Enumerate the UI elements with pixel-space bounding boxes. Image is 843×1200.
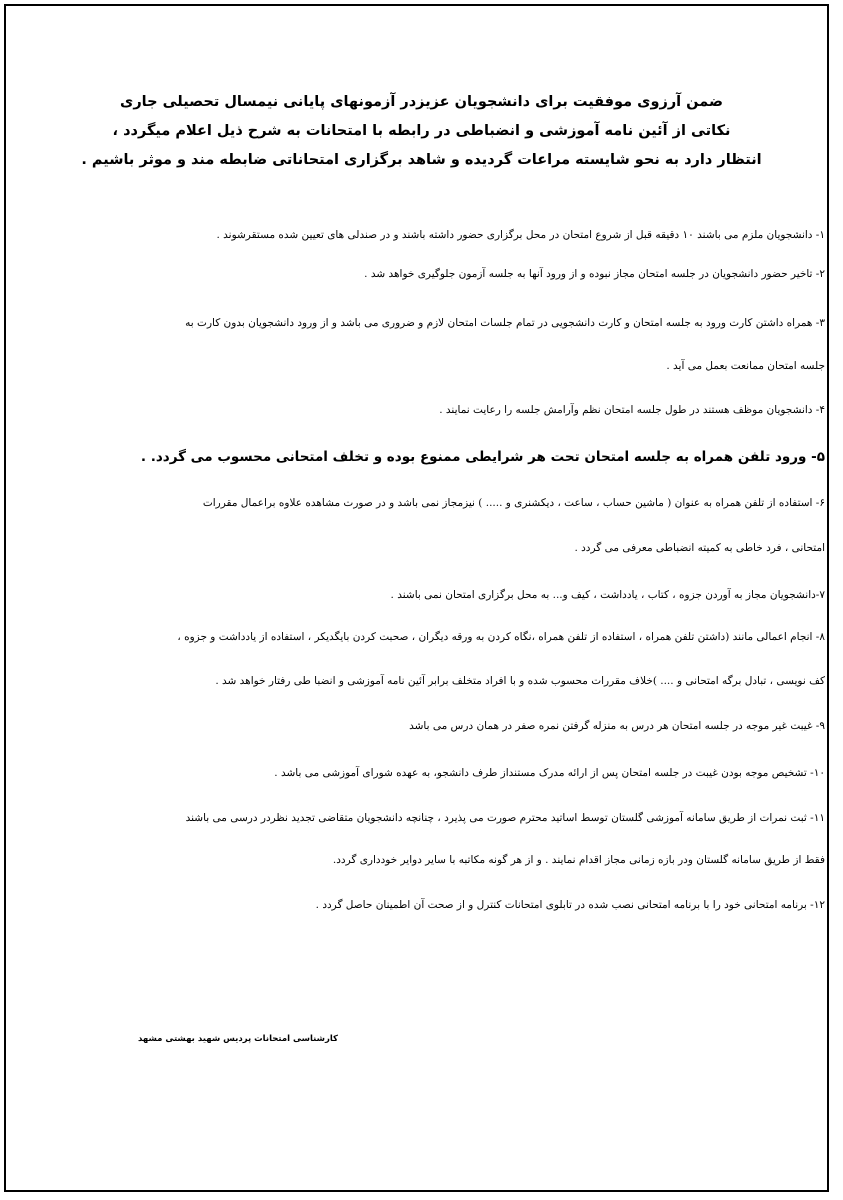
rule-5: ۵- ورود تلفن همراه به جلسه امتحان تحت هر شرایطی ممنوع بوده و تخلف امتحانی محسوب می گردد. . bbox=[140, 449, 825, 465]
rule-12: ۱۲- برنامه امتحانی خود را با برنامه امتحانی نصب شده در تابلوی امتحانات کنترل و از صحت آن اطمینان حاصل گردد . bbox=[315, 899, 825, 911]
signature-line: کارشناسی امتحانات پردیس شهید بهشتی مشهد bbox=[137, 1034, 338, 1044]
rule-8-line-1: ۸- انجام اعمالی مانند (داشتن تلفن همراه ، استفاده از تلفن همراه ،نگاه کردن به ورقه دیگران ، صحبت کردن بایگدیکر ، استفاده از یادداشت و جزوه ، bbox=[177, 631, 825, 643]
rule-9: ۹- غیبت غیر موجه در جلسه امتحان هر درس به منزله گرفتن نمره صفر در همان درس می باشد bbox=[409, 720, 825, 732]
rule-11-line-2: فقط از طریق سامانه گلستان ودر بازه زمانی مجاز اقدام نمایند . و از هر گونه مکاتبه با سایر دوایر خودداری گردد. bbox=[332, 854, 825, 866]
rule-10: ۱۰- تشخیص موجه بودن غیبت در جلسه امتحان پس از ارائه مدرک مستنداز طرف دانشجو، به عهده شورای آموزشی می باشد . bbox=[274, 767, 825, 779]
heading-line-3: انتظار دارد به نحو شایسته مراعات گردیده و شاهد برگزاری امتحاناتی ضابطه مند و موثر باشیم . bbox=[81, 152, 762, 168]
announcement-heading bbox=[20, 88, 823, 175]
rule-7: ۷-دانشجویان مجاز به آوردن جزوه ، کتاب ، یادداشت ، کیف و... به محل برگزاری امتحان نمی باشند . bbox=[390, 589, 825, 601]
rule-11-line-1: ۱۱- ثبت نمرات از طریق سامانه آموزشی گلستان توسط اساتید محترم صورت می پذیرد ، چنانچه دانشجویان متقاضی تجدید نظردر درسی می باشند bbox=[185, 812, 825, 824]
heading-line-1: ضمن آرزوی موفقیت برای دانشجویان عزیزدر آزمونهای پایانی نیمسال تحصیلی جاری bbox=[120, 94, 723, 110]
rule-4: ۴- دانشجویان موظف هستند در طول جلسه امتحان نظم وآرامش جلسه را رعایت نمایند . bbox=[439, 404, 825, 416]
rule-3-line-2: جلسه امتحان ممانعت بعمل می آید . bbox=[666, 360, 825, 372]
rule-1: ۱- دانشجویان ملزم می باشند ۱۰ دقیقه قبل از شروع امتحان در محل برگزاری حضور داشته باشند و در صندلی های تعیین شده مستقرشوند . bbox=[216, 229, 825, 241]
rule-6-line-2: امتحانی ، فرد خاطی به کمیته انضباطی معرفی می گردد . bbox=[574, 542, 825, 554]
rule-2: ۲- تاخیر حضور دانشجویان در جلسه امتحان مجاز نبوده و از ورود آنها به جلسه آزمون جلوگیری خواهد شد . bbox=[364, 268, 825, 280]
rule-3-line-1: ۳- همراه داشتن کارت ورود به جلسه امتحان و کارت دانشجویی در تمام جلسات امتحان لازم و ضروری می باشد و از ورود دانشجویان بدون کارت به bbox=[185, 317, 825, 329]
rule-8-line-2: کف نویسی ، تبادل برگه امتحانی و .... )خلاف مقررات محسوب شده و با افراد متخلف برابر آئین نامه آموزشی و انضبا طی رفتار خواهد شد . bbox=[215, 675, 825, 687]
rule-6-line-1: ۶- استفاده از تلفن همراه به عنوان ( ماشین حساب ، ساعت ، دیکشنری و ..... ) نیزمجاز نمی باشد و در صورت مشاهده علاوه براعمال مقررات bbox=[202, 497, 825, 509]
heading-line-2: نکاتی از آئین نامه آموزشی و انضباطی در رابطه با امتحانات به شرح ذیل اعلام میگردد ، bbox=[112, 123, 731, 139]
